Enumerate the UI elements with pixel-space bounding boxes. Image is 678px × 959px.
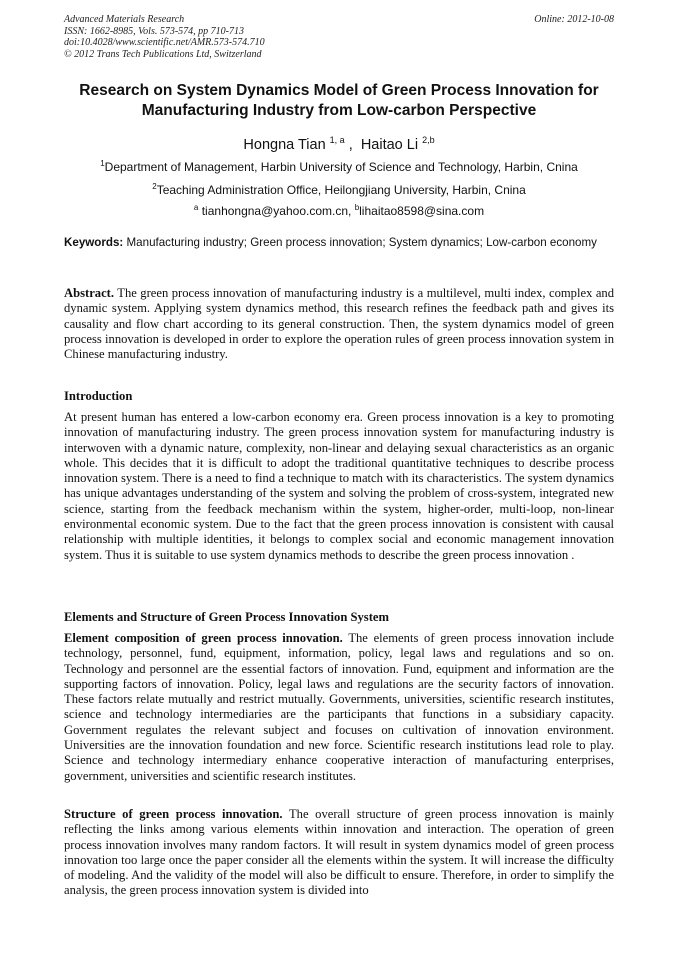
affiliation-2-text: Teaching Administration Office, Heilongjiang University, Harbin, Cnina [156,183,526,197]
keywords-label: Keywords: [64,236,124,249]
composition-paragraph [64,631,614,784]
abstract-text: The green process innovation of manufacturing industry is a multilevel, multi index, complex and dynamic system. Applying system dynamics method, this research refines the feedback path and gives its causality and flow chart according to its general construction. Then, the system dynamics model of green process innovation is developed in order to explore the operation rules of green process innovation system in Chinese manufacturing industry. [64,286,614,362]
online-date: Online: 2012-10-08 [534,14,614,25]
copyright-line: © 2012 Trans Tech Publications Ltd, Switzerland [64,48,262,60]
affiliation-1 [40,156,638,175]
email-line [40,200,638,219]
affiliation-1-text: Department of Management, Harbin University of Science and Technology, Harbin, Cnina [104,160,578,174]
title-line-1: Research on System Dynamics Model of Green Process Innovation for [79,82,599,99]
affiliation-2 [40,179,638,198]
issn-line: ISSN: 1662-8985, Vols. 573-574, pp 710-713 [64,25,244,37]
journal-name: Advanced Materials Research [64,14,185,25]
abstract-label: Abstract. [64,286,115,300]
running-header [64,14,614,60]
affiliation-1-mark: 1 [100,159,105,168]
composition-label: Element composition of green process innovation. [64,631,343,645]
paper-title [40,81,638,121]
structure-text: The overall structure of green process innovation is mainly reflecting the links among various elements within innovation and interaction. The operation of green process innovation involves many random factors. It will result in system dynamics model of green process innovation too large once the paper consider all the elements within the system. It will increase the difficulty of modeling. And the validity of the model will also be difficult to ensure. Therefore, in order to simplify the analysis, the green process innovation system is divided into [64,807,615,898]
keywords [64,235,614,250]
author-1-affiliation: 1, a [329,135,345,145]
keywords-text: Manufacturing industry; Green process innovation; System dynamics; Low-carbon economy [126,236,597,249]
introduction-text: At present human has entered a low-carbon economy era. Green process innovation is a key to promoting innovation of manufacturing industry. The green process innovation system for manufacturing industry is interwoven with a dynamic nature, complexity, non-linear and delaying sexual characteristics as an organic whole. This decides that it is difficult to adopt the traditional quantitative techniques to describe process innovation system. There is a need to find a technique to match with its characteristics. The system dynamics has unique advantages understanding of the system and solving the problem of cross-system, integrated new science, starting from the feedback mechanism within the system, higher-order, multi-loop, non-linear environmental economic system. Due to the fact that the green process innovation is consistent with causal relationship with multiple identities, it belongs to complex social and economic management innovation system. Thus it is suitable to use system dynamics methods to describe the green process innovation . [64,410,614,562]
elements-heading: Elements and Structure of Green Process Innovation System [64,610,389,624]
abstract [64,286,614,362]
email-b[interactable]: lihaitao8598@sina.com [359,204,485,218]
structure-label: Structure of green process innovation. [64,807,283,821]
composition-text: The elements of green process innovation include technology, personnel, fund, equipment, information, policy, legal laws and regulations and so on. Technology and personnel are the essential factors of innovation. Fund, equipment and information are the supporting factors of innovation. Policy, legal laws and regulations are the security factors of innovation. These factors relate mutually and restrict mutually. Governments, universities, scientific research institutes, science and technology intermediaries are the participants that functions in a subsidiary capacity. Government regulates the relevant subject and focuses on cultivation of innovation environment. Universities are the innovation foundation and new force. Scientific research institutions lead role to play. Science and technology intermediary enhance cooperative interaction of manufacturing enterprises, government, universities and scientific research institutes. [64,631,614,783]
introduction-heading: Introduction [64,389,133,403]
email-a[interactable]: tianhongna@yahoo.com.cn, [201,204,352,218]
email-a-mark: a [193,203,199,212]
email-b-mark: b [354,203,360,212]
author-separator: , [348,137,353,153]
author-2: Haitao Li [360,137,419,153]
author-1: Hongna Tian [243,137,326,153]
affiliation-2-mark: 2 [152,182,157,191]
doi-line: doi:10.4028/www.scientific.net/AMR.573-574.710 [64,37,265,48]
title-line-2: Manufacturing Industry from Low-carbon Perspective [141,102,537,119]
author-list [40,130,638,155]
author-2-affiliation: 2,b [422,135,435,145]
structure-paragraph [64,807,614,899]
